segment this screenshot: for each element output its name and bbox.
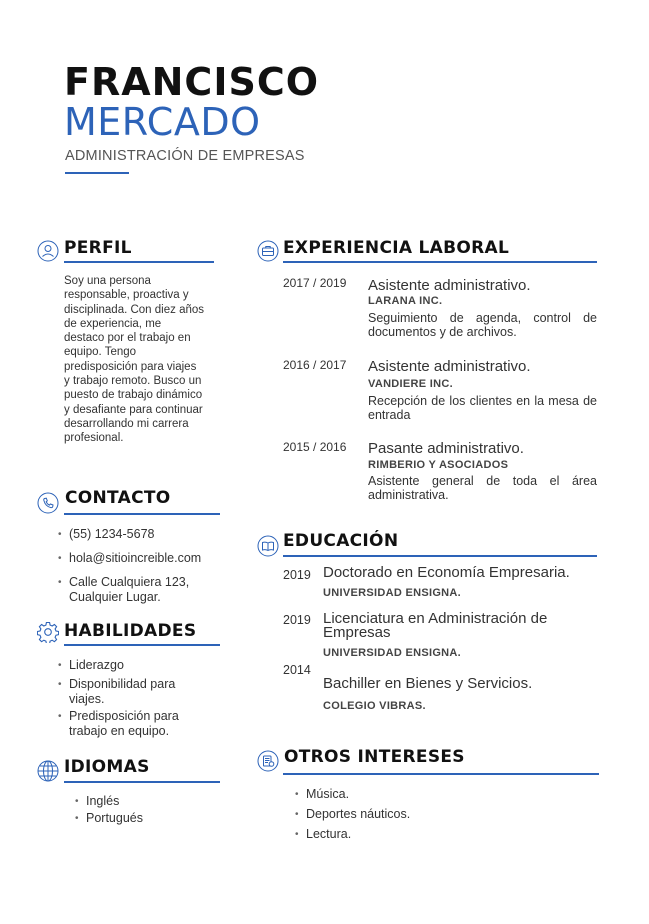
experience-heading: EXPERIENCIA LABORAL (283, 238, 510, 258)
profile-heading: PERFIL (64, 238, 132, 258)
education-divider (283, 555, 597, 557)
interests-heading: OTROS INTERESES (284, 747, 465, 767)
skills-list (58, 658, 208, 739)
job-description: Recepción de los clientes en la mesa de entrada (368, 394, 597, 422)
job-description: Asistente general de toda el área administrativa. (368, 474, 597, 502)
contact-email[interactable]: • hola@sitioincreible.com (58, 551, 228, 566)
book-icon (257, 535, 279, 557)
job-description: Seguimiento de agenda, control de documentos y de archivos. (368, 311, 597, 339)
briefcase-icon (257, 240, 279, 262)
job-title: ADMINISTRACIÓN DE EMPRESAS (65, 148, 305, 164)
skill-item: • Disponibilidad para viajes. (58, 677, 208, 707)
interests-list (295, 787, 495, 842)
languages-heading: IDIOMAS (64, 757, 150, 777)
education-school: UNIVERSIDAD ENSIGNA. (323, 647, 462, 659)
job-role: Asistente administrativo. (368, 358, 531, 375)
job-date: 2017 / 2019 (283, 276, 347, 290)
contact-phone[interactable]: • (55) 1234-5678 (58, 527, 228, 542)
interest-item: • Deportes náuticos. (295, 807, 495, 822)
education-year: 2019 (283, 568, 311, 582)
contact-address: • Calle Cualquiera 123, Cualquier Lugar. (58, 575, 228, 605)
languages-divider (64, 781, 220, 783)
education-school: UNIVERSIDAD ENSIGNA. (323, 587, 462, 599)
job-company: LARANA INC. (368, 295, 443, 307)
job-role: Pasante administrativo. (368, 440, 524, 457)
skills-heading: HABILIDADES (64, 621, 197, 641)
interest-item: • Música. (295, 787, 495, 802)
interest-item: • Lectura. (295, 827, 495, 842)
education-degree: Licenciatura en Administración de Empresas (323, 610, 548, 641)
language-item: • Inglés (75, 794, 195, 809)
profile-divider (64, 261, 214, 263)
skill-item: • Liderazgo (58, 658, 208, 673)
title-divider (65, 172, 129, 174)
user-icon (37, 240, 59, 262)
skill-item: • Predisposición para trabajo en equipo. (58, 709, 208, 739)
skills-divider (64, 644, 220, 646)
language-item: • Portugués (75, 811, 195, 826)
gear-icon (37, 621, 59, 643)
first-name: FRANCISCO (64, 60, 320, 104)
education-heading: EDUCACIÓN (283, 531, 399, 551)
profile-text: Soy una persona responsable, proactiva y disciplinada. Con diez años de experiencia, me destaco por el trabajo en equipo. Tengo predisposición para viajes y trabajo remoto. Busco un puesto de trabajo dinámico y desafiante para continuar desarrollando mi carrera profesional. (64, 275, 205, 445)
education-school: COLEGIO VIBRAS. (323, 700, 426, 712)
contact-list (58, 527, 228, 605)
phone-icon (37, 492, 59, 514)
interests-divider (283, 773, 599, 775)
contact-heading: CONTACTO (65, 488, 171, 508)
globe-icon (37, 760, 59, 782)
job-date: 2015 / 2016 (283, 440, 347, 454)
education-degree: Bachiller en Bienes y Servicios. (323, 675, 533, 692)
languages-list (75, 794, 195, 826)
education-year: 2019 (283, 613, 311, 627)
education-degree: Doctorado en Economía Empresaria. (323, 564, 570, 581)
job-company: VANDIERE INC. (368, 378, 453, 390)
education-year: 2014 (283, 663, 311, 677)
job-company: RIMBERIO Y ASOCIADOS (368, 459, 509, 471)
job-date: 2016 / 2017 (283, 358, 347, 372)
last-name: MERCADO (64, 100, 261, 144)
experience-divider (283, 261, 597, 263)
interests-icon (257, 750, 279, 772)
job-role: Asistente administrativo. (368, 277, 531, 294)
contact-divider (64, 513, 220, 515)
